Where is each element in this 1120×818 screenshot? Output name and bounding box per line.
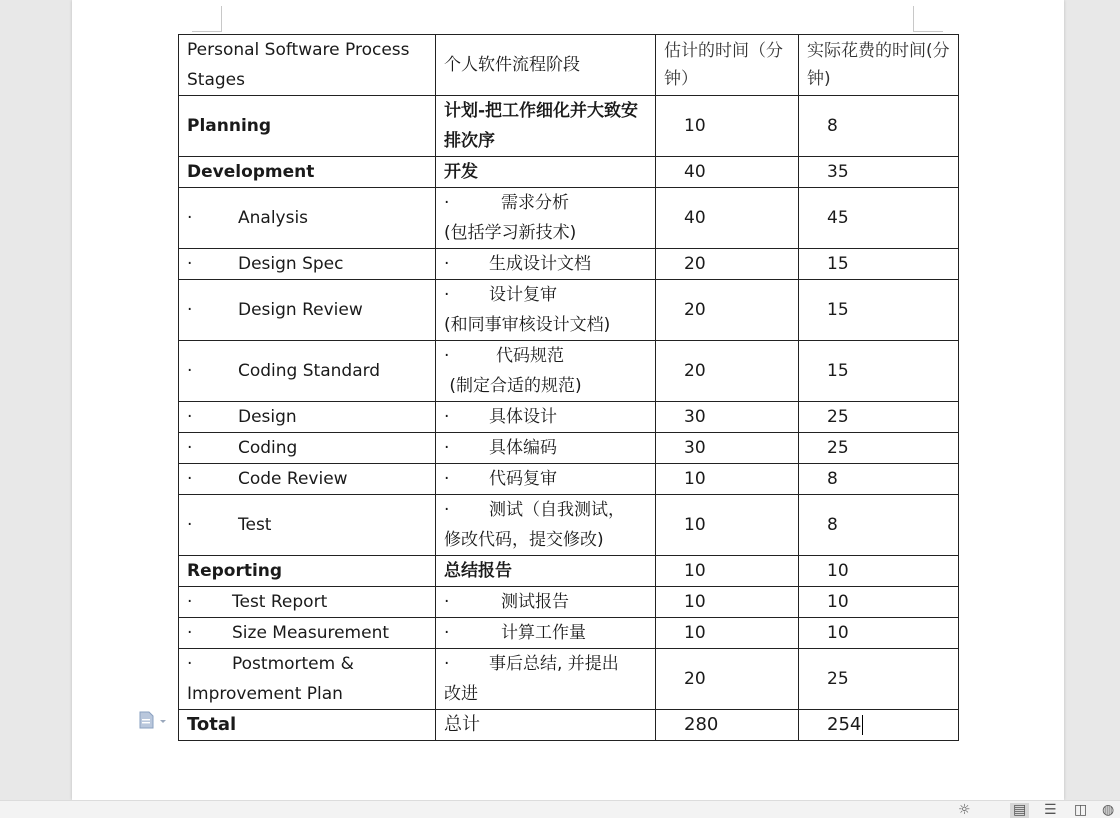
cell-estimated[interactable] [656,188,799,249]
actual-value: 25 [827,669,849,689]
estimated-value: 20 [684,300,706,320]
table-row [179,556,959,587]
cell-stage-en[interactable] [179,464,436,495]
stage-en-text: Coding Standard [238,361,381,381]
stage-zh-text-line2: (制定合适的规范) [449,376,582,396]
bullet-marker: · [187,361,193,381]
bullet-marker: · [187,438,193,458]
stage-en-text: Development [187,162,315,182]
bullet-marker: · [444,500,450,520]
cell-stage-zh[interactable] [436,618,656,649]
cell-actual[interactable] [799,710,959,741]
cell-stage-en[interactable] [179,402,436,433]
status-bar [0,800,1120,818]
estimated-value: 20 [684,361,706,381]
stage-zh-text: 总结报告 [444,561,512,581]
cell-estimated[interactable] [656,157,799,188]
cell-estimated[interactable] [656,495,799,556]
cell-actual[interactable] [799,556,959,587]
cell-estimated[interactable] [656,464,799,495]
table-header-row [179,35,959,96]
stage-en-text: Reporting [187,561,283,581]
stage-en-text-line1: Postmortem & [232,654,354,674]
estimated-value: 10 [684,561,706,581]
cell-stage-zh[interactable] [436,464,656,495]
bullet-marker: · [187,469,193,489]
cell-estimated[interactable] [656,96,799,157]
stage-en-text: Code Review [238,469,348,489]
cell-stage-zh[interactable] [436,96,656,157]
bullet-marker: · [187,654,193,674]
stage-zh-text: 代码复审 [489,469,557,489]
stage-en-text: Coding [238,438,298,458]
table-row [179,587,959,618]
header-estimated-text: 估计的时间（分钟） [664,41,783,89]
cell-estimated[interactable] [656,618,799,649]
cell-estimated[interactable] [656,649,799,710]
stage-zh-text-line1: 需求分析 [501,193,569,213]
cell-stage-en[interactable] [179,249,436,280]
bullet-marker: · [444,592,450,612]
cell-stage-zh[interactable] [436,710,656,741]
cell-stage-en[interactable] [179,188,436,249]
actual-value: 10 [827,561,849,581]
cell-stage-en[interactable] [179,587,436,618]
stage-zh-text-line1: 事后总结, 并提出 [489,654,619,674]
cell-stage-zh[interactable] [436,188,656,249]
estimated-value: 40 [684,162,706,182]
cell-stage-zh[interactable] [436,280,656,341]
cell-stage-en[interactable] [179,157,436,188]
eye-protection-icon[interactable]: ☼ [958,802,971,818]
text-cursor [862,715,863,735]
bullet-marker: · [444,285,450,305]
estimated-value: 30 [684,407,706,427]
actual-value: 254 [827,714,862,735]
stage-zh-text-line2: 改进 [444,684,478,704]
header-cell-stages-zh[interactable] [436,35,656,96]
cell-stage-zh[interactable] [436,433,656,464]
actual-value: 8 [827,116,838,136]
table-row [179,280,959,341]
cell-stage-zh[interactable] [436,556,656,587]
table-row [179,188,959,249]
cell-estimated[interactable] [656,710,799,741]
actual-value: 15 [827,300,849,320]
cell-estimated[interactable] [656,587,799,618]
margin-corner-mark-top-left-horizontal [192,31,222,32]
cell-actual[interactable] [799,464,959,495]
header-actual-text: 实际花费的时间(分钟) [807,41,950,89]
cell-actual[interactable] [799,341,959,402]
estimated-value: 30 [684,438,706,458]
document-icon [138,711,168,729]
cell-stage-zh[interactable] [436,341,656,402]
bullet-marker: · [444,254,450,274]
cell-actual[interactable] [799,433,959,464]
cell-stage-zh[interactable] [436,249,656,280]
cell-stage-en[interactable] [179,96,436,157]
bullet-marker: · [187,623,193,643]
actual-value: 8 [827,469,838,489]
page-view-icon[interactable]: ▤ [1010,803,1029,818]
table-row [179,649,959,710]
estimated-value: 280 [684,714,719,735]
header-cell-actual[interactable] [799,35,959,96]
table-row [179,341,959,402]
bullet-marker: · [444,407,450,427]
stage-en-text: Total [187,714,237,735]
stage-en-text: Planning [187,116,272,136]
actual-value: 25 [827,438,849,458]
stage-zh-text: 总计 [444,714,480,735]
bullet-marker: · [187,208,193,228]
stage-zh-text: 计算工作量 [501,623,586,643]
stage-zh-text: 具体编码 [489,438,557,458]
estimated-value: 10 [684,515,706,535]
paste-options-icon[interactable] [138,711,172,731]
cell-stage-zh[interactable] [436,157,656,188]
psp-time-table[interactable] [178,34,959,741]
cell-stage-en[interactable] [179,433,436,464]
stage-zh-text: 开发 [444,162,478,182]
cell-actual[interactable] [799,618,959,649]
header-stages-zh-text: 个人软件流程阶段 [444,55,580,75]
estimated-value: 20 [684,254,706,274]
header-cell-stages-en[interactable] [179,35,436,96]
actual-value: 8 [827,515,838,535]
estimated-value: 10 [684,592,706,612]
margin-corner-mark-top-right-horizontal [913,31,943,32]
estimated-value: 10 [684,116,706,136]
cell-stage-zh[interactable] [436,649,656,710]
table-row [179,618,959,649]
cell-actual[interactable] [799,280,959,341]
table-row [179,249,959,280]
margin-corner-mark-top-left [221,6,222,32]
cell-stage-en[interactable] [179,495,436,556]
table-row [179,402,959,433]
cell-actual[interactable] [799,188,959,249]
table-row [179,96,959,157]
cell-stage-en[interactable] [179,556,436,587]
stage-en-text: Test [238,515,272,535]
bullet-marker: · [444,623,450,643]
actual-value: 15 [827,361,849,381]
stage-zh-text-line1: 测试（自我测试， [489,500,625,520]
cell-estimated[interactable] [656,402,799,433]
bullet-marker: · [444,438,450,458]
estimated-value: 40 [684,208,706,228]
stage-zh-text-line1: 代码规范 [496,346,564,366]
bullet-marker: · [444,193,450,213]
stage-zh-text: 计划-把工作细化并大致安排次序 [444,101,639,151]
table-row [179,495,959,556]
stage-en-text: Size Measurement [232,623,390,643]
actual-value: 25 [827,407,849,427]
cell-stage-en[interactable] [179,710,436,741]
stage-zh-text-line1: 设计复审 [489,285,557,305]
cell-actual[interactable] [799,249,959,280]
cell-stage-en[interactable] [179,618,436,649]
reading-view-icon[interactable]: ◫ [1074,802,1088,818]
stage-zh-text: 生成设计文档 [489,254,591,274]
estimated-value: 10 [684,623,706,643]
stage-zh-text-line2: (包括学习新技术) [444,223,577,243]
actual-value: 10 [827,592,849,612]
actual-value: 35 [827,162,849,182]
cell-estimated[interactable] [656,249,799,280]
stage-zh-text-line2: (和同事审核设计文档) [444,315,611,335]
cell-actual[interactable] [799,587,959,618]
cell-stage-en[interactable] [179,649,436,710]
table-row [179,157,959,188]
stage-en-text: Test Report [232,592,328,612]
cell-stage-en[interactable] [179,341,436,402]
bullet-marker: · [444,469,450,489]
header-stages-en-text: Personal Software Process Stages [187,40,410,90]
actual-value: 10 [827,623,849,643]
web-view-icon[interactable]: ◍ [1102,802,1115,818]
cell-actual[interactable] [799,96,959,157]
cell-estimated[interactable] [656,341,799,402]
cell-estimated[interactable] [656,433,799,464]
cell-actual[interactable] [799,495,959,556]
stage-en-text: Design Spec [238,254,344,274]
cell-estimated[interactable] [656,280,799,341]
estimated-value: 20 [684,669,706,689]
cell-estimated[interactable] [656,556,799,587]
header-cell-estimated[interactable] [656,35,799,96]
table-row-total [179,710,959,741]
cell-stage-zh[interactable] [436,587,656,618]
stage-en-text: Design Review [238,300,363,320]
stage-en-text-line2: Improvement Plan [187,684,343,704]
cell-actual[interactable] [799,157,959,188]
outline-view-icon[interactable]: ☰ [1044,802,1057,818]
cell-actual[interactable] [799,649,959,710]
cell-stage-zh[interactable] [436,402,656,433]
stage-en-text: Analysis [238,208,309,228]
bullet-marker: · [187,300,193,320]
cell-actual[interactable] [799,402,959,433]
margin-corner-mark-top-right [913,6,914,32]
actual-value: 45 [827,208,849,228]
cell-stage-en[interactable] [179,280,436,341]
stage-en-text: Design [238,407,297,427]
stage-zh-text: 测试报告 [501,592,569,612]
bullet-marker: · [187,254,193,274]
table-row [179,433,959,464]
cell-stage-zh[interactable] [436,495,656,556]
table-row [179,464,959,495]
bullet-marker: · [187,515,193,535]
stage-zh-text-line2: 修改代码，提交修改) [444,530,604,550]
bullet-marker: · [187,592,193,612]
estimated-value: 10 [684,469,706,489]
stage-zh-text: 具体设计 [489,407,557,427]
bullet-marker: · [187,407,193,427]
bullet-marker: · [444,654,450,674]
actual-value: 15 [827,254,849,274]
bullet-marker: · [444,346,450,366]
